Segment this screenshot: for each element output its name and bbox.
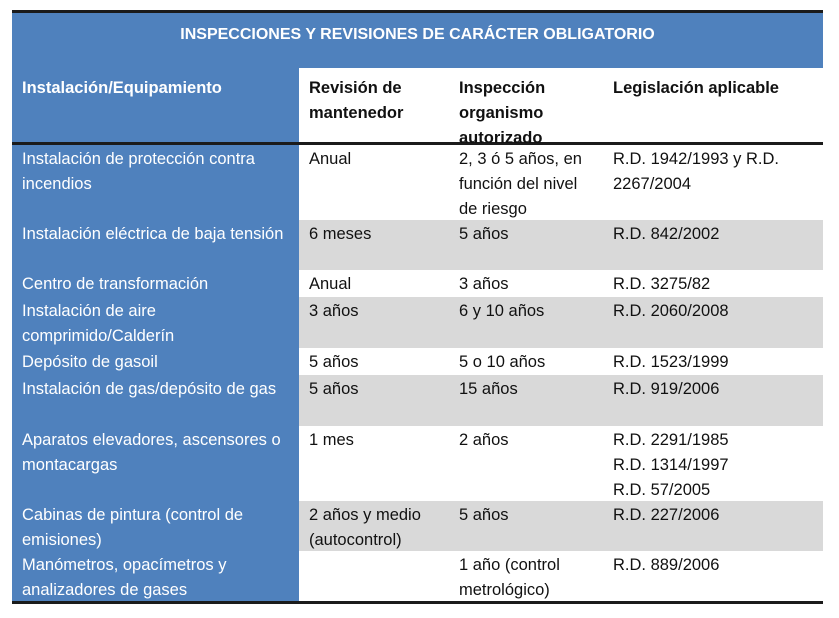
legislation-cell: R.D. 919/2006 (603, 375, 823, 426)
maintainer-cell: 6 meses (299, 220, 449, 270)
table-row (12, 297, 823, 348)
maintainer-cell: 3 años (299, 297, 449, 348)
installation-cell: Manómetros, opacímetros y analizadores de gases (12, 551, 299, 601)
legislation-line: R.D. 1314/1997 (613, 456, 729, 474)
maintainer-cell: 5 años (309, 353, 359, 371)
installation-cell: Instalación de gas/depósito de gas (12, 375, 299, 426)
inspections-table (12, 10, 823, 604)
installation-cell: Depósito de gasoil (12, 348, 299, 375)
maintainer-cell (299, 551, 449, 601)
table-row (12, 145, 823, 220)
maintainer-cell: Anual (309, 275, 352, 293)
header-maintainer: Revisión de mantenedor (309, 79, 404, 122)
maintainer-cell: 2 años y medio (autocontrol) (299, 501, 449, 551)
table-row (12, 551, 823, 601)
header-installation: Instalación/Equipamiento (12, 68, 299, 142)
legislation-cell: R.D. 889/2006 (613, 556, 720, 574)
header-inspection: Inspección organismo autorizado (459, 79, 546, 147)
legislation-cell: R.D. 842/2002 (603, 220, 823, 270)
inspection-cell: 15 años (449, 375, 603, 426)
table-row (12, 375, 823, 426)
legislation-cell: R.D. 3275/82 (613, 275, 711, 293)
inspection-cell: 2 años (459, 431, 509, 449)
installation-cell: Cabinas de pintura (control de emisiones) (12, 501, 299, 551)
table-header (12, 68, 823, 145)
header-legislation: Legislación aplicable (613, 79, 779, 97)
legislation-cell: R.D. 227/2006 (603, 501, 823, 551)
inspection-cell: 5 o 10 años (459, 353, 546, 371)
table-title: INSPECCIONES Y REVISIONES DE CARÁCTER OBLIGATORIO (12, 10, 823, 68)
installation-cell: Aparatos elevadores, ascensores o montacargas (12, 426, 299, 501)
legislation-cell: R.D. 1523/1999 (613, 353, 729, 371)
legislation-cell: R.D. 2060/2008 (603, 297, 823, 348)
maintainer-cell: 1 mes (309, 431, 354, 449)
legislation-line: R.D. 2291/1985 (613, 431, 729, 449)
inspection-cell: 1 año (control metrológico) (459, 556, 560, 599)
maintainer-cell: Anual (309, 150, 352, 168)
inspection-cell: 5 años (449, 501, 603, 551)
table-row (12, 501, 823, 551)
installation-cell: Instalación de protección contra incendios (12, 145, 299, 220)
table-row (12, 270, 823, 297)
inspection-cell: 5 años (449, 220, 603, 270)
maintainer-cell: 5 años (299, 375, 449, 426)
installation-cell: Instalación de aire comprimido/Calderín (12, 297, 299, 348)
installation-cell: Instalación eléctrica de baja tensión (12, 220, 299, 270)
table-row (12, 220, 823, 270)
inspection-cell: 2, 3 ó 5 años, en función del nivel de riesgo (459, 150, 582, 218)
inspection-cell: 6 y 10 años (449, 297, 603, 348)
inspection-cell: 3 años (459, 275, 509, 293)
legislation-cell (603, 426, 823, 501)
legislation-line: R.D. 57/2005 (613, 481, 711, 499)
table-row (12, 426, 823, 501)
table-row (12, 348, 823, 375)
legislation-cell: R.D. 1942/1993 y R.D. 2267/2004 (613, 150, 779, 193)
installation-cell: Centro de transformación (12, 270, 299, 297)
